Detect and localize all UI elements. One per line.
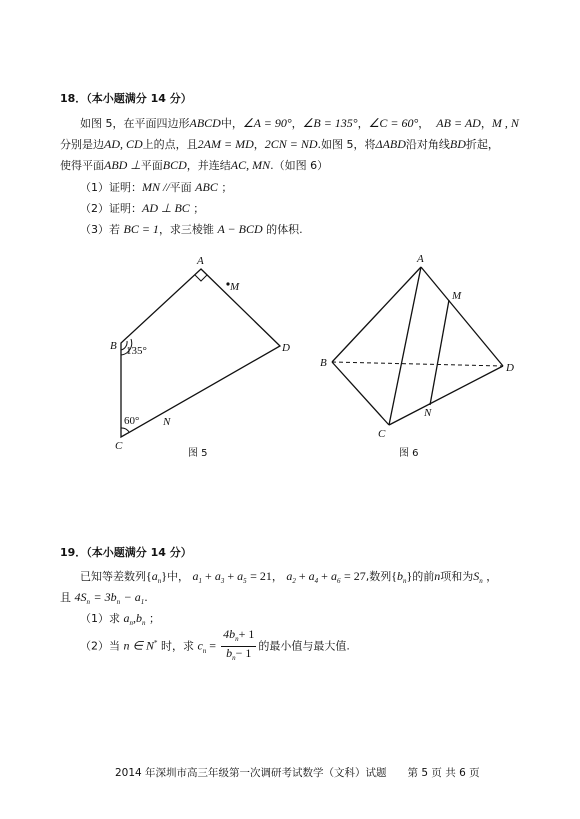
text: ， <box>418 117 430 130</box>
math: { <box>146 569 152 583</box>
math: AD ⊥ BC <box>142 201 190 215</box>
math: n <box>202 646 207 655</box>
text: 的前 <box>412 570 435 583</box>
math: } <box>161 569 168 583</box>
edge-ab <box>332 267 421 362</box>
edge-bd-hidden <box>332 362 503 366</box>
q18-header: 18．（本小题满分 14 分） <box>60 92 192 105</box>
math: 4b <box>223 627 236 641</box>
label-n: N <box>424 407 432 419</box>
math: a <box>192 569 199 583</box>
math: S <box>473 569 480 583</box>
text: 上的点，且 <box>142 138 198 151</box>
math: n <box>129 619 133 628</box>
math: ABCD <box>189 116 221 130</box>
label-a: A <box>197 255 204 267</box>
math: BC = 1 <box>123 222 159 236</box>
text: 分别是边 <box>60 138 104 151</box>
text: 平面 <box>140 159 163 172</box>
text: 中， <box>220 117 243 130</box>
edge-cd <box>389 366 503 425</box>
text: （1）求 <box>80 612 120 625</box>
label-b: B <box>110 340 117 352</box>
edge-ac <box>389 267 421 425</box>
text: 平面 <box>169 181 192 194</box>
math: + <box>295 569 309 583</box>
math: + 1 <box>238 627 255 641</box>
math: 3 <box>220 577 225 586</box>
math: BD <box>449 137 466 151</box>
math: MN // <box>142 180 170 194</box>
text: 的最小值与最大值. <box>258 639 350 653</box>
math: a <box>214 569 221 583</box>
math: AD, CD <box>104 137 143 151</box>
text: ，并连结 <box>186 159 231 172</box>
math: , <box>133 611 136 625</box>
math: b <box>226 646 233 661</box>
math: 6 <box>336 577 341 586</box>
label-c: C <box>115 440 123 452</box>
math: ABD ⊥ <box>104 158 141 172</box>
math: 1 <box>140 598 145 607</box>
math: n <box>402 577 407 586</box>
text: ， <box>480 117 492 130</box>
math: M , N <box>491 116 519 130</box>
q19-sub-2 <box>80 628 350 665</box>
numerator <box>221 628 256 647</box>
math: 4 <box>314 577 319 586</box>
label-b: B <box>320 357 327 369</box>
math: n <box>116 598 121 607</box>
math: ΔABD <box>375 137 406 151</box>
label-m: M <box>230 281 240 293</box>
text: 的体积. <box>266 223 303 236</box>
text: 项和为 <box>440 570 474 583</box>
text: （2）证明： <box>80 202 142 215</box>
math: n <box>86 598 90 607</box>
segment-mn <box>430 300 449 405</box>
text: ； <box>149 612 160 625</box>
text: ， <box>486 570 498 583</box>
text: .如图 5，将 <box>317 138 376 151</box>
figure-5-caption: 图 5 <box>188 448 208 459</box>
math: 2CN = ND <box>264 137 318 151</box>
fraction <box>221 628 256 665</box>
math: n <box>434 569 441 583</box>
math: − a <box>123 590 141 604</box>
math: c <box>197 638 203 653</box>
text: 已知等差数列 <box>80 570 146 583</box>
q19-paragraph-2 <box>60 590 148 609</box>
math: a <box>308 569 315 583</box>
label-a: A <box>417 253 424 265</box>
math: ∠B = 135° <box>302 116 358 130</box>
math: n ∈ N <box>123 638 154 653</box>
denominator <box>221 647 256 665</box>
text: 中， <box>167 570 190 583</box>
math: ∠A = 90° <box>242 116 292 130</box>
text: ， <box>271 570 283 583</box>
math: a <box>237 569 244 583</box>
math: = <box>206 638 220 653</box>
text: . <box>144 591 148 604</box>
math: 1 <box>198 577 203 586</box>
math: b <box>136 611 142 625</box>
math: a <box>151 569 158 583</box>
q19-paragraph-1 <box>80 569 497 588</box>
math: − 1 <box>235 646 252 661</box>
text: ， <box>357 117 369 130</box>
text: ； <box>193 202 205 215</box>
math: 5 <box>243 577 247 586</box>
math: a <box>330 569 337 583</box>
math: 2AM = MD <box>197 137 254 151</box>
label-d: D <box>282 342 290 354</box>
math: n <box>232 654 236 663</box>
text: 折起， <box>465 138 499 151</box>
text: ，求三棱锥 <box>158 223 214 236</box>
math: ∠C = 60° <box>368 116 419 130</box>
math: A − BCD <box>217 222 263 236</box>
text: （3）若 <box>80 223 120 236</box>
math: a <box>286 569 293 583</box>
math: { <box>391 569 397 583</box>
figure-6-caption: 图 6 <box>399 448 419 459</box>
text: （2）当 <box>80 639 120 653</box>
math: AB = AD <box>436 116 481 130</box>
text: （1）证明： <box>80 181 142 194</box>
math: = 21 <box>250 569 272 583</box>
page-footer: 2014 年深圳市高三年级第一次调研考试数学（文科）试题 第 5 页 共 6 页 <box>115 767 480 779</box>
text: ,数列 <box>365 570 392 583</box>
math: ABC <box>195 180 218 194</box>
text: 使得平面 <box>60 159 104 172</box>
math: + <box>224 569 238 583</box>
text: 时，求 <box>160 639 194 653</box>
math: n <box>142 619 146 628</box>
label-d: D <box>506 362 514 374</box>
angle-c-label: 60° <box>124 415 140 427</box>
math: = 3b <box>93 590 117 604</box>
math: a <box>123 611 130 625</box>
math: BCD <box>162 158 187 172</box>
angle-b-label: 135° <box>126 345 147 357</box>
math: n <box>479 577 483 586</box>
math: AC, MN <box>230 158 271 172</box>
q19-header: 19．（本小题满分 14 分） <box>60 546 192 559</box>
text: .（如图 6） <box>270 159 329 172</box>
math: + <box>202 569 215 583</box>
math: n <box>157 577 162 586</box>
text: ； <box>221 181 233 194</box>
text: ， <box>291 117 303 130</box>
text: 如图 5，在平面四边形 <box>80 117 190 130</box>
math: } <box>406 569 413 583</box>
edge-bc <box>332 362 389 425</box>
math: 4S <box>74 590 87 604</box>
text: 且 <box>60 591 71 604</box>
label-n: N <box>163 416 171 428</box>
label-c: C <box>378 428 386 440</box>
edge-ad <box>421 267 503 366</box>
label-m: M <box>452 290 462 302</box>
text: ， <box>253 138 265 151</box>
math: b <box>396 569 403 583</box>
math: = 27 <box>343 569 366 583</box>
math: n <box>235 635 239 644</box>
text: 沿对角线 <box>405 138 450 151</box>
math: 2 <box>292 577 296 586</box>
math: * <box>153 639 158 648</box>
math: + <box>318 569 331 583</box>
